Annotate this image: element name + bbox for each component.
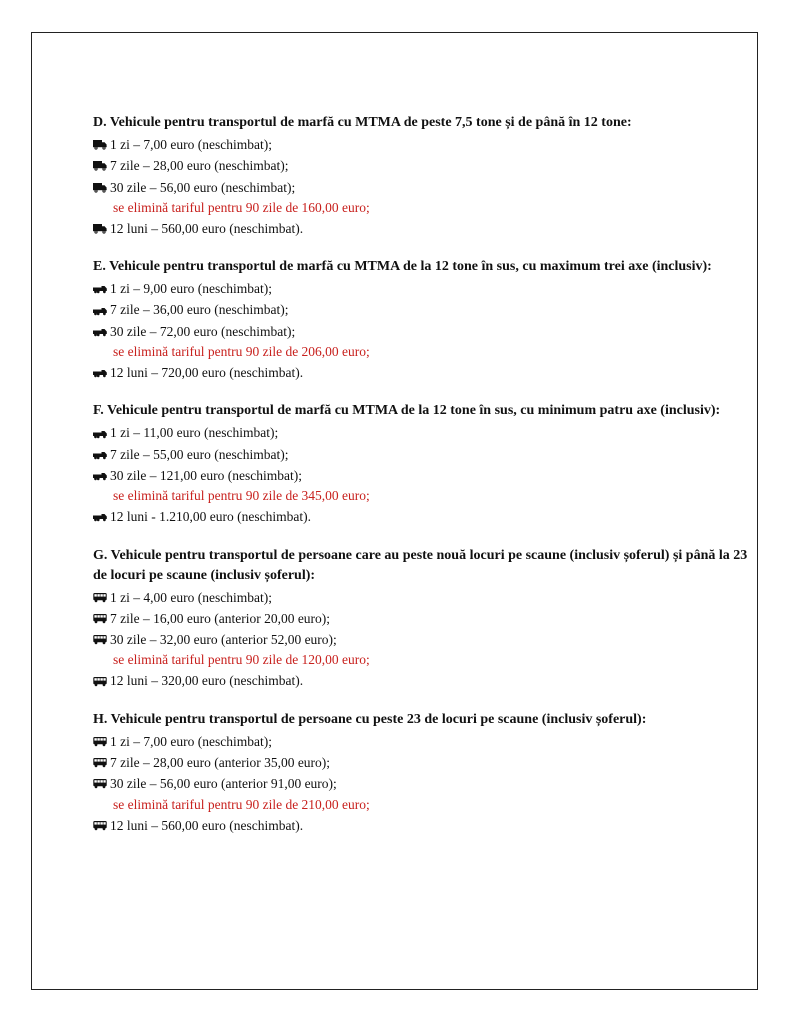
list-item [93,465,753,486]
list-item [93,278,753,299]
removed-tariff-note: se elimină tariful pentru 90 zile de 120,00 euro; [113,652,370,668]
list-item [93,218,753,239]
list-item [93,608,753,629]
document-page [31,32,758,990]
heavy-truck-icon [93,511,107,522]
heavy-truck-icon [93,470,107,481]
item-text: 12 luni – 320,00 euro (neschimbat). [110,673,304,689]
section-d [93,113,753,239]
bus-icon [93,820,107,831]
list-item [93,134,753,155]
item-text: 30 zile – 72,00 euro (neschimbat); [110,323,296,339]
section-e [93,257,753,383]
item-text: 1 zi – 11,00 euro (neschimbat); [110,425,279,441]
item-text: 30 zile – 121,00 euro (neschimbat); [110,467,302,483]
section-h [93,710,753,836]
bus-icon [93,613,107,624]
item-text: 30 zile – 56,00 euro (neschimbat); [110,179,296,195]
list-item [93,155,753,176]
bus-icon [93,676,107,687]
heavy-truck-icon [93,428,107,439]
item-text: 1 zi – 9,00 euro (neschimbat); [110,281,272,297]
item-text: 1 zi – 7,00 euro (neschimbat); [110,137,272,152]
removed-tariff-note: se elimină tariful pentru 90 zile de 206,00 euro; [113,344,370,360]
heavy-truck-icon [93,367,107,378]
list-item [93,731,753,752]
section-heading: F. Vehicule pentru transportul de marfă cu MTMA de la 12 tone în sus, cu minimum patru axe (inclusiv): [93,403,721,419]
list-item [93,752,753,773]
item-text: 12 luni – 560,00 euro (neschimbat). [110,817,304,833]
section-heading: E. Vehicule pentru transportul de marfă cu MTMA de la 12 tone în sus, cu maximum trei axe (inclusiv): [93,259,712,275]
item-text: 7 zile – 16,00 euro (anterior 20,00 euro); [110,610,331,626]
bus-icon [93,634,107,645]
removed-tariff-note: se elimină tariful pentru 90 zile de 160,00 euro; [113,199,370,215]
removed-tariff-note: se elimină tariful pentru 90 zile de 210,00 euro; [113,796,370,812]
list-item [93,773,753,794]
removed-tariff-note: se elimină tariful pentru 90 zile de 345,00 euro; [113,488,370,504]
truck-icon [93,182,107,193]
item-text: 1 zi – 7,00 euro (neschimbat); [110,733,272,749]
truck-icon [93,160,107,171]
list-item [93,177,753,198]
heavy-truck-icon [93,449,107,460]
section-heading: H. Vehicule pentru transportul de persoane cu peste 23 de locuri pe scaune (inclusiv șoferul): [93,711,647,727]
list-item [93,362,753,383]
list-item [93,321,753,342]
list-item [93,444,753,465]
section-g [93,546,753,692]
list-item [93,299,753,320]
section-heading: D. Vehicule pentru transportul de marfă cu MTMA de peste 7,5 tone și de până în 12 tone: [93,115,632,130]
truck-icon [93,223,107,234]
section-f [93,401,753,527]
heavy-truck-icon [93,283,107,294]
list-item [93,670,753,691]
heavy-truck-icon [93,326,107,337]
truck-icon [93,139,107,150]
list-item [93,629,753,650]
list-item [93,422,753,443]
item-text: 12 luni - 1.210,00 euro (neschimbat). [110,509,311,525]
bus-icon [93,592,107,603]
section-heading: G. Vehicule pentru transportul de persoane care au peste nouă locuri pe scaune (inclusiv șoferul) și până la 23 de locuri pe scaune (inclusiv șoferul): [93,547,748,583]
list-item [93,815,753,836]
item-text: 1 zi – 4,00 euro (neschimbat); [110,589,272,605]
item-text: 7 zile – 28,00 euro (anterior 35,00 euro); [110,755,331,771]
bus-icon [93,778,107,789]
item-text: 7 zile – 36,00 euro (neschimbat); [110,302,289,318]
bus-icon [93,757,107,768]
item-text: 30 zile – 56,00 euro (anterior 91,00 euro); [110,776,337,792]
list-item [93,587,753,608]
item-text: 7 zile – 28,00 euro (neschimbat); [110,158,289,174]
document-content [93,113,753,854]
item-text: 7 zile – 55,00 euro (neschimbat); [110,446,289,462]
item-text: 12 luni – 560,00 euro (neschimbat). [110,220,304,236]
item-text: 12 luni – 720,00 euro (neschimbat). [110,365,304,381]
heavy-truck-icon [93,305,107,316]
item-text: 30 zile – 32,00 euro (anterior 52,00 euro); [110,632,337,648]
list-item [93,506,753,527]
bus-icon [93,736,107,747]
